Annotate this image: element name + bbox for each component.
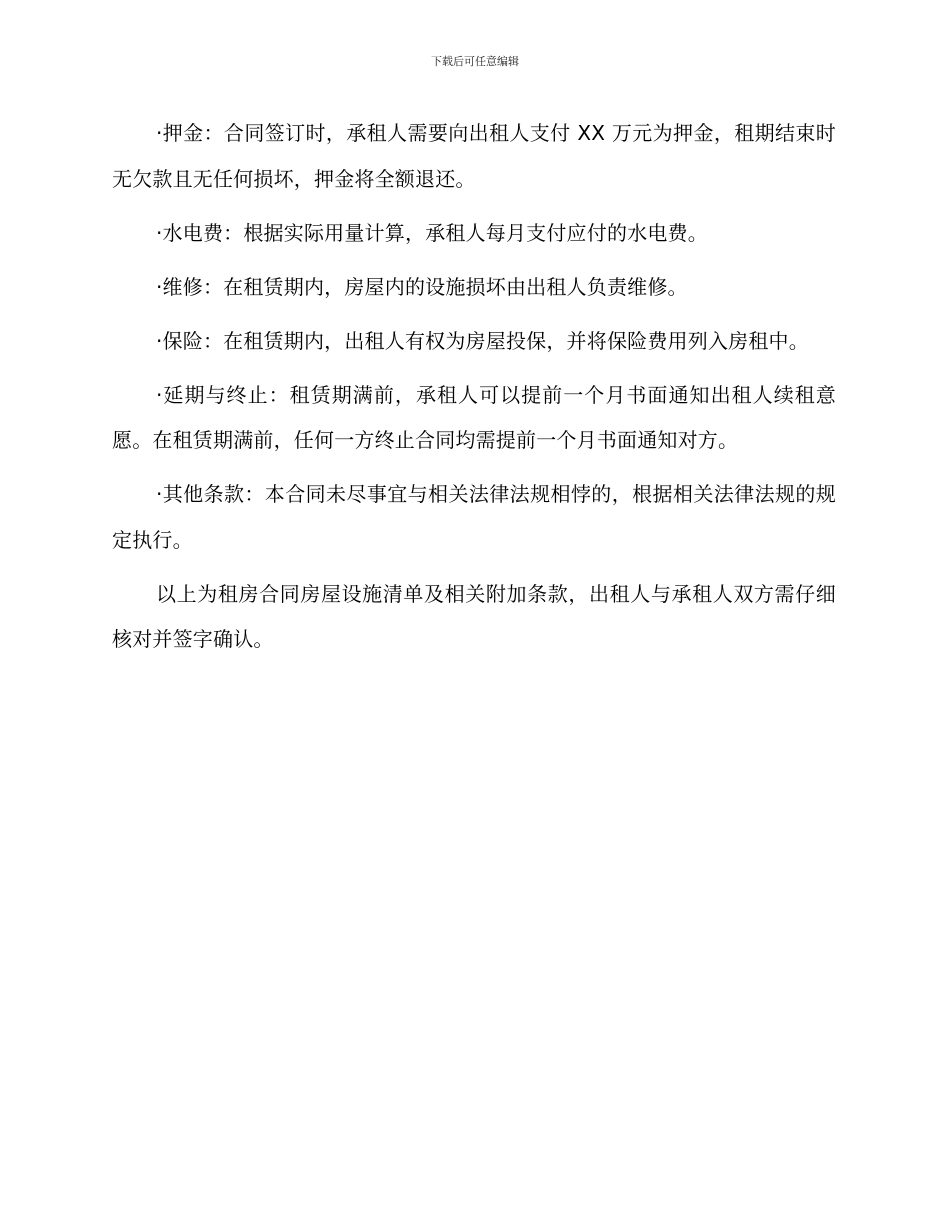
- page-header: 下载后可任意编辑: [431, 55, 519, 68]
- clause-deposit: ·押金：合同签订时，承租人需要向出租人支付 XX 万元为押金，租期结束时无欠款且无任何损坏，押金将全额退还。: [112, 121, 836, 191]
- clause-extension-termination: ·延期与终止：租赁期满前，承租人可以提前一个月书面通知出租人续租意愿。在租赁期满前，任何一方终止合同均需提前一个月书面通知对方。: [112, 382, 836, 452]
- clause-maintenance: ·维修：在租赁期内，房屋内的设施损坏由出租人负责维修。: [156, 274, 688, 299]
- clause-other-terms: ·其他条款：本合同未尽事宜与相关法律法规相悖的，根据相关法律法规的规定执行。: [112, 482, 836, 552]
- closing-paragraph: 以上为租房合同房屋设施清单及相关附加条款，出租人与承租人双方需仔细核对并签字确认。: [112, 581, 836, 651]
- clause-insurance: ·保险：在租赁期内，出租人有权为房屋投保，并将保险费用列入房租中。: [156, 328, 809, 353]
- document-body: [112, 111, 836, 671]
- clause-utilities: ·水电费：根据实际用量计算，承租人每月支付应付的水电费。: [156, 220, 708, 245]
